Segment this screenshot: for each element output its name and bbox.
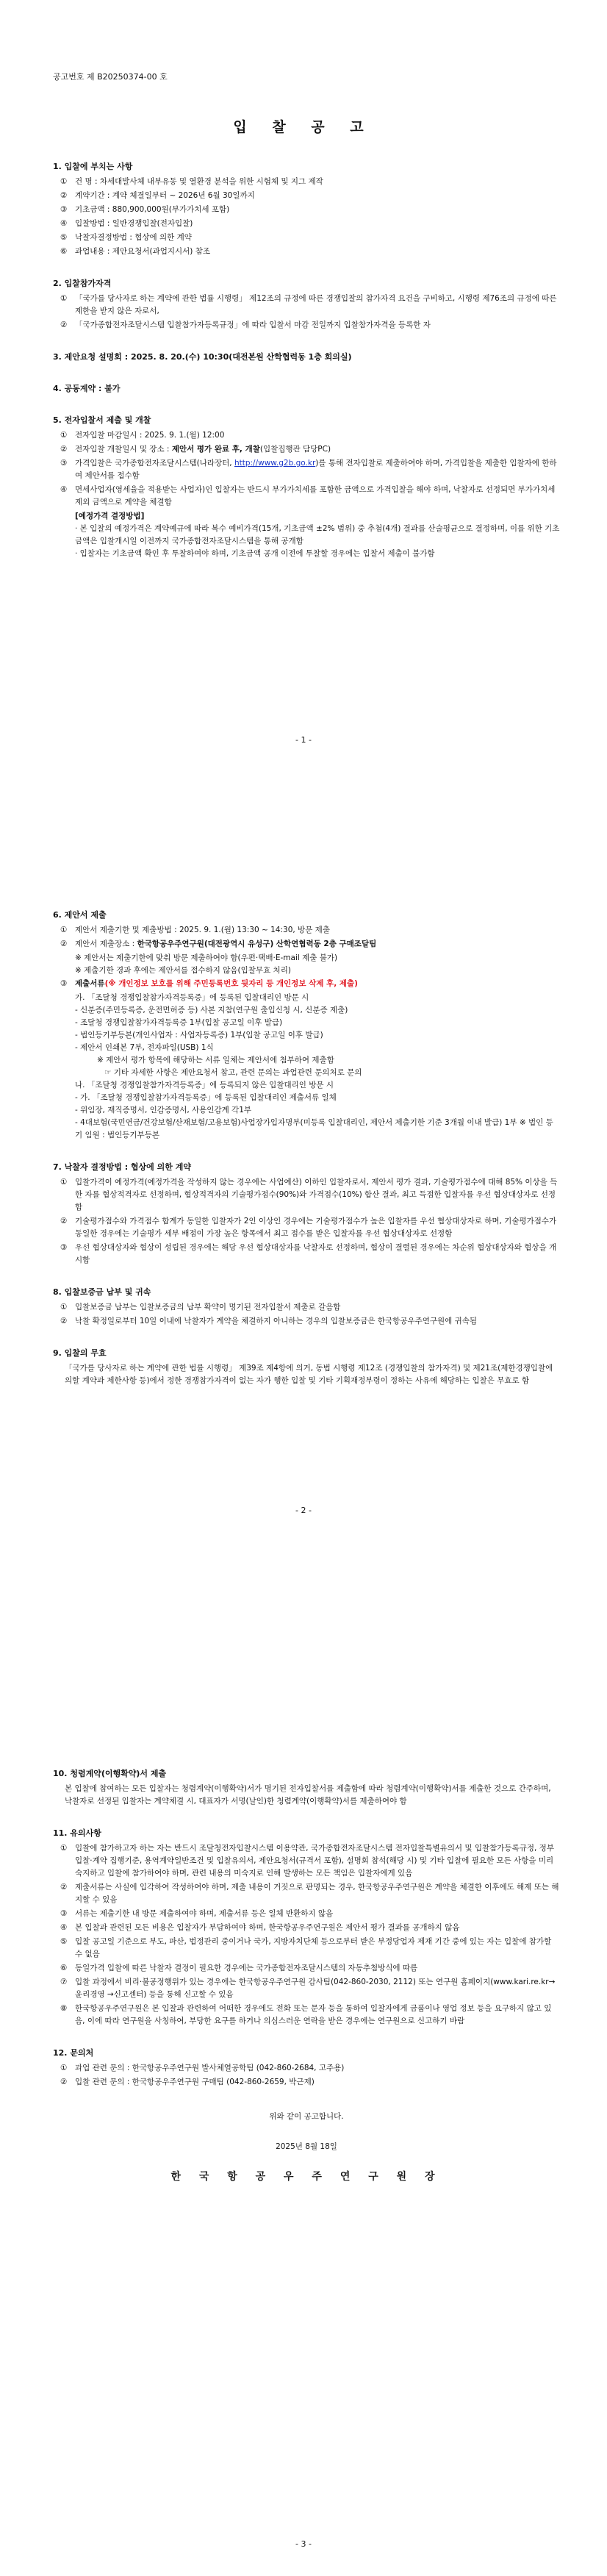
page2-body xyxy=(53,909,560,1406)
section-12-heading: 12. 문의처 xyxy=(53,2048,94,2058)
list-item: ① 제안서 제출기한 및 제출방법 : 2025. 9. 1.(월) 13:30 ~ 14:30, 방문 제출 xyxy=(60,926,330,934)
paragraph: 「국가를 당사자로 하는 계약에 관한 법률 시행령」 제39조 제4항에 의거, 동법 시행령 제12조 (경쟁입찰의 참가자격) 및 제21조(제한경쟁입찰에 의할 계약과 제한사항 등)에서 정한 경쟁참가자격이 없는 자가 행한 입찰 및 기타 기획재정부령이 정하는 사유에 해당하는 입찰은 무효로 함 xyxy=(65,1364,553,1385)
g2b-link[interactable]: http://www.g2b.go.kr xyxy=(234,459,316,468)
page-1 xyxy=(0,0,607,859)
section-1 xyxy=(53,160,560,258)
list-item: ① 「국가를 당사자로 하는 계약에 관한 법률 시행령」 제12조의 규정에 따른 경쟁입찰의 참가자격 요건을 구비하고, 시행령 제76조의 규정에 따른 제한을 받지 않은 자로서, xyxy=(60,294,557,315)
list-item: ③ 제출서류(※ 개인정보 보호를 위해 주민등록번호 뒷자리 등 개인정보 삭제 후, 제출) xyxy=(60,979,358,988)
page-number: - 2 - xyxy=(295,1506,312,1515)
section-11 xyxy=(53,1827,560,2028)
page-number: - 3 - xyxy=(295,2539,312,2549)
list-item: ① 입찰보증금 납부는 입찰보증금의 납부 확약이 명기된 전자입찰서 제출로 갈음함 xyxy=(60,1303,341,1312)
list-item: - 법인등기부등본(개인사업자 : 사업자등록증) 1부(입찰 공고일 이후 발급) xyxy=(75,1031,323,1040)
list-item: ⑧ 한국항공우주연구원은 본 입찰과 관련하여 어떠한 경우에도 전화 또는 문자 등을 통하여 입찰자에게 금품이나 영업 정보 등을 요구하지 않고 있음, 이에 따라 연구원을 사칭하여, 부당한 요구를 하거나 의심스러운 연락을 받은 경우에는 연구원으로 신고하기 바람 xyxy=(60,2004,552,2025)
price-method-heading: [예정가격 결정방법] xyxy=(75,512,145,520)
section-4 xyxy=(53,382,560,395)
list-item: ⑦ 입찰 과정에서 비리·불공정행위가 있는 경우에는 한국항공우주연구원 감사팀(042-860-2030, 2112) 또는 연구원 홈페이지(www.kari.re.kr→윤리경영 →신고센터) 등을 통해 신고할 수 있음 xyxy=(60,1978,556,1999)
section-7 xyxy=(53,1161,560,1267)
list-item: ③ 기초금액 : 880,900,000원(부가가치세 포함) xyxy=(60,205,230,214)
section-5-heading: 5. 전자입찰서 제출 및 개찰 xyxy=(53,415,151,425)
closing-statement: 위와 같이 공고합니다. xyxy=(269,2112,344,2121)
list-item: - 4대보험(국민연금/건강보험/산재보험/고용보험)사업장가입자명부(미등록 입찰대리인, 제안서 제출기한 기준 3개월 이내 발급) 1부 ※ 법인 등기 임원 : 법인등기부등본 xyxy=(75,1118,553,1139)
list-item: - 신분증(주민등록증, 운전면허증 등) 사본 지참(연구원 출입신청 시, 신분증 제출) xyxy=(75,1006,348,1015)
list-item: ① 입찰가격이 예정가격(예정가격을 작성하지 않는 경우에는 사업예산) 이하인 입찰자로서, 제안서 평가 결과, 기술평가점수에 대해 85% 이상을 득한 자를 협상적격자로 선정하며, 협상적격자의 기술평가점수(90%)와 가격점수(10%) 합산 결과, 최고 득점한 입찰자를 우선 협상대상자로 선정함 xyxy=(60,1178,558,1212)
announcement-date: 2025년 8월 18일 xyxy=(276,2142,337,2151)
list-item: ⑥ 동일가격 입찰에 따른 낙찰자 결정이 필요한 경우에는 국가종합전자조달시스템의 자동추첨방식에 따름 xyxy=(60,1964,418,1972)
page1-body xyxy=(53,160,560,579)
list-item: ① 건 명 : 차세대발사체 내부유동 및 열환경 분석을 위한 시험체 및 지그 제작 xyxy=(60,177,323,186)
price-method-item: · 입찰자는 기초금액 확인 후 투찰하여야 하며, 기초금액 공개 이전에 투찰할 경우에는 입찰서 제출이 불가함 xyxy=(75,549,435,558)
paragraph: 본 입찰에 참여하는 모든 입찰자는 청렴계약(이행확약)서가 명기된 전자입찰서를 제출함에 따라 청렴계약(이행확약)서를 제출한 것으로 간주하며, 낙찰자로 선정된 입찰자는 계약체결 시, 대표자가 서명(날인)한 청렴계약(이행확약)서를 제출하여야 함 xyxy=(65,1784,551,1806)
page-2 xyxy=(0,859,607,1717)
section-9 xyxy=(53,1347,560,1387)
notice-number: 공고번호 제 B20250374-00 호 xyxy=(53,72,168,82)
list-item: ② 기술평가점수와 가격점수 합계가 동일한 입찰자가 2인 이상인 경우에는 기술평가점수가 높은 입찰자를 우선 협상대상자로 하며, 기술평가점수가 동일한 경우에는 기술평가 세부 배점이 가장 높은 항목에서 최고 점수를 받은 입찰자를 우선 협상대상자로 선정함 xyxy=(60,1217,557,1238)
document-title: 입 찰 공 고 xyxy=(233,119,374,135)
list-item: - 위임장, 재직증명서, 인감증명서, 사용인감계 각1부 xyxy=(75,1106,252,1115)
note: ※ 제안서 평가 항목에 해당하는 서류 일체는 제안서에 첨부하여 제출함 xyxy=(97,1056,334,1065)
list-item: ④ 입찰방법 : 일반경쟁입찰(전자입찰) xyxy=(60,219,193,228)
subsection-heading: 나. 「조달청 경쟁입찰참가자격등록증」에 등록되지 않은 입찰대리인 방문 시 xyxy=(75,1081,334,1090)
section-11-heading: 11. 유의사항 xyxy=(53,1828,101,1838)
section-12 xyxy=(53,2047,560,2089)
list-item: ③ 우선 협상대상자와 협상이 성립된 경우에는 해당 우선 협상대상자를 낙찰자로 선정하며, 협상이 결렬된 경우에는 차순위 협상대상자와 협상을 개시함 xyxy=(60,1243,557,1264)
list-item: ⑥ 과업내용 : 제안요청서(과업지시서) 참조 xyxy=(60,247,211,256)
page-number: - 1 - xyxy=(295,735,312,745)
list-item: ④ 본 입찰과 관련된 모든 비용은 입찰자가 부담하여야 하며, 한국항공우주연구원은 제안서 평가 결과를 공개하지 않음 xyxy=(60,1923,460,1932)
section-7-heading: 7. 낙찰자 결정방법 : 협상에 의한 계약 xyxy=(53,1162,191,1172)
note: ※ 제출기한 경과 후에는 제안서를 접수하지 않음(입찰무효 처리) xyxy=(75,966,291,975)
price-method-item: · 본 입찰의 예정가격은 계약예규에 따라 복수 예비가격(15개, 기초금액 ±2% 범위) 중 추첨(4개) 결과를 산술평균으로 결정하며, 이를 위한 기초금액은 입찰개시일 이전까지 국가종합전자조달시스템을 통해 공개함 xyxy=(75,524,560,545)
list-item: ⑤ 입찰 공고일 기준으로 부도, 파산, 법정관리 중이거나 국가, 지방자치단체 등으로부터 받은 부정당업자 제재 기간 중에 있는 자는 입찰에 참가할 수 없음 xyxy=(60,1937,552,1958)
page3-body xyxy=(53,1767,560,2183)
list-item: ① 전자입찰 마감일시 : 2025. 9. 1.(월) 12:00 xyxy=(60,431,225,440)
list-item: ③ 서류는 제출기한 내 방문 제출하여야 하며, 제출서류 등은 일체 반환하지 않음 xyxy=(60,1909,334,1918)
section-6-heading: 6. 제안서 제출 xyxy=(53,910,107,920)
list-item: ① 과업 관련 문의 : 한국항공우주연구원 발사체열공학팀 (042-860-2684, 고주용) xyxy=(60,2064,345,2072)
list-item: - 제안서 인쇄본 7부, 전자파일(USB) 1식 xyxy=(75,1043,214,1052)
list-item: - 가. 「조달청 경쟁입찰참가자격등록증」에 등록된 입찰대리인 제출서류 일체 xyxy=(75,1093,337,1102)
section-8 xyxy=(53,1286,560,1328)
list-item: ③ 가격입찰은 국가종합전자조달시스템(나라장터, http://www.g2b.go.kr)를 통해 전자입찰로 제출하여야 하며, 가격입찰을 제출한 입찰자에 한하여 제안서를 접수함 xyxy=(60,459,557,480)
section-6 xyxy=(53,909,560,1142)
list-item: ② 입찰 관련 문의 : 한국항공우주연구원 구매팀 (042-860-2659, 박근제) xyxy=(60,2078,315,2086)
note: ☞ 기타 자세한 사항은 제안요청서 참고, 관련 문의는 과업관련 문의처로 문의 xyxy=(104,1068,362,1077)
privacy-warning: (※ 개인정보 보호를 위해 주민등록번호 뒷자리 등 개인정보 삭제 후, 제출) xyxy=(104,979,358,988)
section-3-heading: 3. 제안요청 설명회 : xyxy=(53,352,131,362)
section-4-heading: 4. 공동계약 : 불가 xyxy=(53,384,121,393)
section-1-heading: 1. 입찰에 부치는 사항 xyxy=(53,162,133,171)
list-item: ① 입찰에 참가하고자 하는 자는 반드시 조달청전자입찰시스템 이용약관, 국가종합전자조달시스템 전자입찰특별유의서 및 입찰참가등록규정, 정부입찰·계약 집행기준, 용역계약일반조건 및 입찰유의서, 제안요청서(규격서 포함), 설명회 참석(해당 시) 및 기타 입찰에 필요한 모든 사항을 미리 숙지하고 입찰에 참가하여야 하며, 관련 내용의 미숙지로 인해 발생하는 모든 책임은 입찰자에게 있음 xyxy=(60,1844,554,1878)
section-9-heading: 9. 입찰의 무효 xyxy=(53,1348,107,1358)
briefing-session-info: 2025. 8. 20.(수) 10:30(대전본원 산학협력동 1층 회의실) xyxy=(130,352,352,362)
section-2-heading: 2. 입찰참가자격 xyxy=(53,279,112,288)
section-8-heading: 8. 입찰보증금 납부 및 귀속 xyxy=(53,1287,151,1297)
organization-name: 한 국 항 공 우 주 연 구 원 장 xyxy=(170,2171,442,2183)
list-item: - 조달청 경쟁입찰참가자격등록증 1부(입찰 공고일 이후 발급) xyxy=(75,1018,283,1027)
section-3 xyxy=(53,351,560,363)
list-item: ② 「국가종합전자조달시스템 입찰참가자등록규정」에 따라 입찰서 마감 전일까지 입찰참가자격을 등록한 자 xyxy=(60,321,431,329)
list-item: ⑤ 낙찰자결정방법 : 협상에 의한 계약 xyxy=(60,233,192,242)
list-item: ② 제출서류는 사실에 입각하여 작성하여야 하며, 제출 내용이 거짓으로 판명되는 경우, 한국항공우주연구원은 계약을 체결한 이후에도 해제 또는 해지할 수 있음 xyxy=(60,1883,559,1904)
list-item: ② 전자입찰 개찰일시 및 장소 : 제안서 평가 완료 후, 개찰(입찰집행관 담당PC) xyxy=(60,445,331,454)
list-item: ② 낙찰 확정일로부터 10일 이내에 낙찰자가 계약을 체결하지 아니하는 경우의 입찰보증금은 한국항공우주연구원에 귀속됨 xyxy=(60,1317,478,1325)
section-10-heading: 10. 청렴계약(이행확약)서 제출 xyxy=(53,1769,167,1778)
note: ※ 제안서는 제출기한에 맞춰 방문 제출하여야 함(우편·택배·E-mail 제출 불가) xyxy=(75,954,338,962)
list-item: ④ 면세사업자(영세율을 적용받는 사업자)인 입찰자는 반드시 부가가치세를 포함한 금액으로 가격입찰을 해야 하며, 낙찰자로 선정되면 부가가치세 제외 금액으로 계약을 체결함 xyxy=(60,485,556,507)
section-5 xyxy=(53,414,560,560)
section-2 xyxy=(53,277,560,332)
section-10 xyxy=(53,1767,560,1808)
list-item: ② 계약기간 : 계약 체결일부터 ~ 2026년 6월 30일까지 xyxy=(60,191,255,200)
list-item: ② 제안서 제출장소 : 한국항공우주연구원(대전광역시 유성구) 산학연협력동 2층 구매조달팀 xyxy=(60,940,377,948)
subsection-heading: 가. 「조달청 경쟁입찰참가자격등록증」에 등록된 입찰대리인 방문 시 xyxy=(75,993,309,1002)
page-3 xyxy=(0,1717,607,2576)
